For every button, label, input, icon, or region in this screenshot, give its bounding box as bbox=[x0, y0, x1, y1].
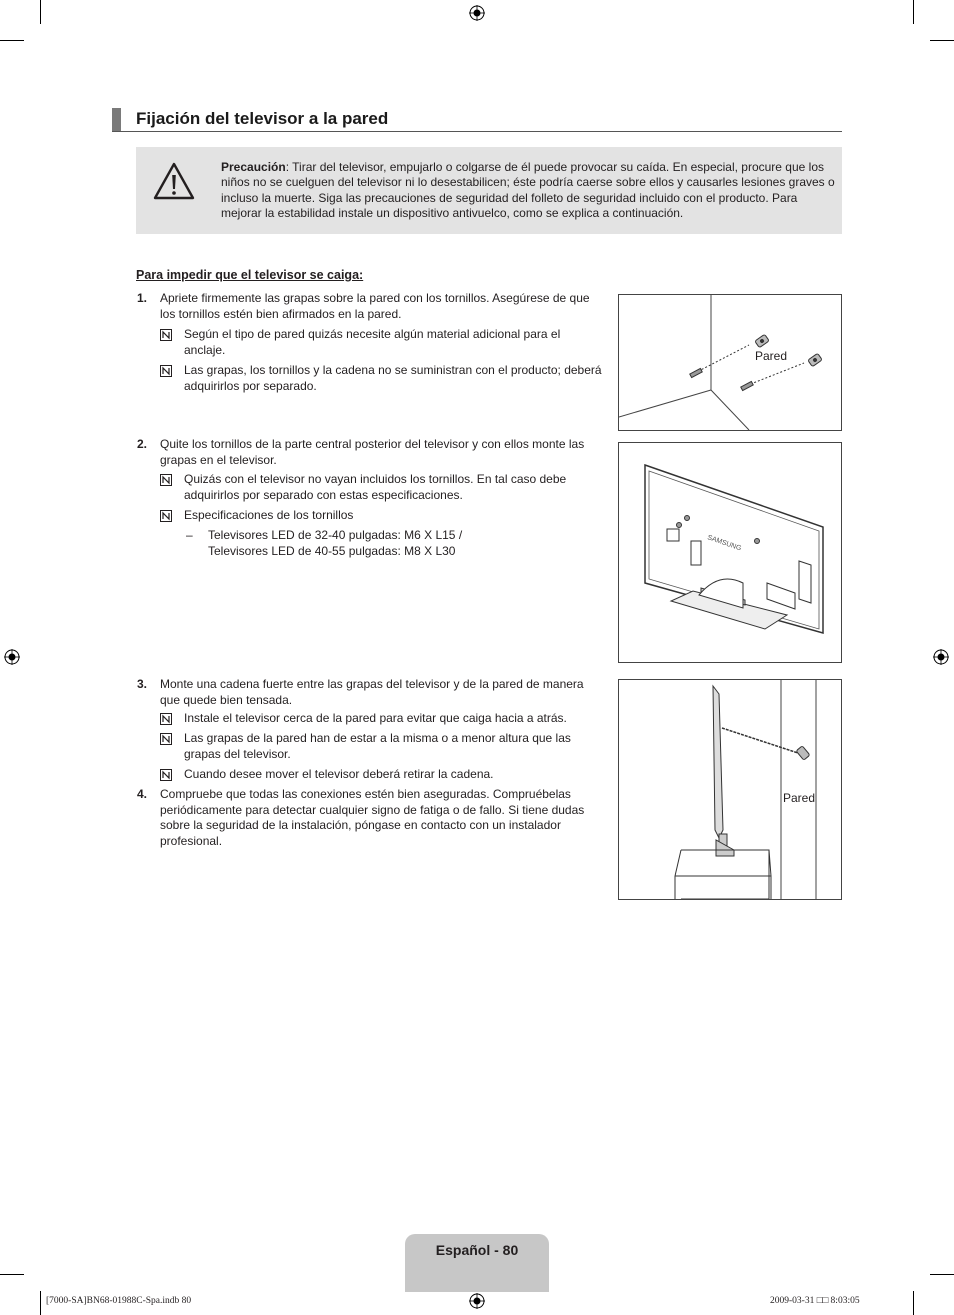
print-slug-right: 2009-03-31 □□ 8:03:05 bbox=[770, 1296, 860, 1306]
note-icon bbox=[160, 365, 172, 377]
step-number: 2. bbox=[137, 437, 148, 451]
section-heading: Para impedir que el televisor se caiga: bbox=[136, 268, 364, 282]
title-accent-bar bbox=[112, 108, 121, 131]
note-text: Instale el televisor cerca de la pared para evitar que caiga hacia a atrás. bbox=[184, 711, 567, 725]
note-icon bbox=[160, 510, 172, 522]
caution-text bbox=[221, 160, 839, 221]
note-icon bbox=[160, 733, 172, 745]
crop-mark bbox=[40, 1291, 41, 1315]
note-text: Las grapas de la pared han de estar a la misma o a menor altura que las grapas del televisor. bbox=[184, 731, 571, 761]
note-icon bbox=[160, 474, 172, 486]
crop-mark bbox=[930, 1274, 954, 1275]
crop-mark bbox=[0, 1274, 24, 1275]
note-icon bbox=[160, 769, 172, 781]
step-text: Quite los tornillos de la parte central posterior del televisor y con ellos monte las grapas en el televisor. bbox=[160, 437, 585, 467]
figure-wall-brackets bbox=[618, 294, 842, 431]
note-text: Cuando desee mover el televisor deberá retirar la cadena. bbox=[184, 767, 494, 781]
crop-mark bbox=[40, 0, 41, 24]
note-text: Según el tipo de pared quizás necesite algún material adicional para el anclaje. bbox=[184, 327, 561, 357]
registration-mark-icon bbox=[933, 649, 949, 665]
step-text: Compruebe que todas las conexiones estén bien aseguradas. Compruébelas periódicamente para detectar cualquier signo de fatiga o de fallo. Si tiene dudas sobre la seguridad de la instalación, póngase en contacto con un instalador profesional. bbox=[160, 787, 585, 848]
svg-text:SAMSUNG: SAMSUNG bbox=[706, 534, 743, 553]
spec-dash: – bbox=[186, 528, 193, 542]
spec-line: Televisores LED de 32-40 pulgadas: M6 X L15 / bbox=[208, 528, 463, 542]
note-icon bbox=[160, 329, 172, 341]
page-number: Español - 80 bbox=[435, 1242, 519, 1258]
caution-label: Precaución bbox=[221, 160, 286, 174]
warning-triangle-icon bbox=[153, 162, 195, 200]
figure-tv-chain bbox=[618, 679, 842, 900]
figure-tv-back bbox=[618, 442, 842, 663]
crop-mark bbox=[0, 40, 24, 41]
registration-mark-icon bbox=[4, 649, 20, 665]
caution-body: : Tirar del televisor, empujarlo o colgarse de él puede provocar su caída. En especial, procure que los niños no se cuelguen del televisor ni lo desestabilicen; éste podría caerse sobre ellos y causarles lesiones graves o incluso la muerte. Siga las precauciones de seguridad del folleto de seguridad incluido con el producto. Para mejorar la estabilidad instale un dispositivo antivuelco, como se explica a continuación. bbox=[221, 160, 835, 220]
note-icon bbox=[160, 713, 172, 725]
crop-mark bbox=[913, 0, 914, 24]
print-slug-left: [7000-SA]BN68-01988C-Spa.indb 80 bbox=[46, 1296, 192, 1306]
note-text: Las grapas, los tornillos y la cadena no se suministran con el producto; deberá adquirirlos por separado. bbox=[184, 363, 602, 393]
wall-label: Pared bbox=[783, 791, 816, 805]
title-divider bbox=[112, 131, 842, 132]
page-title: Fijación del televisor a la pared bbox=[136, 109, 389, 128]
note-text: Quizás con el televisor no vayan incluidos los tornillos. En tal caso debe adquirirlos por separado con estas especificaciones. bbox=[184, 472, 567, 502]
registration-mark-icon bbox=[469, 5, 485, 21]
step-text: Monte una cadena fuerte entre las grapas del televisor y de la pared de manera que quede bien tensada. bbox=[160, 677, 584, 707]
step-number: 1. bbox=[137, 291, 148, 305]
step-text: Apriete firmemente las grapas sobre la pared con los tornillos. Asegúrese de que los tornillos estén bien afirmados en la pared. bbox=[160, 291, 590, 321]
step-number: 3. bbox=[137, 677, 148, 691]
note-text: Especificaciones de los tornillos bbox=[184, 508, 354, 522]
wall-label: Pared bbox=[755, 349, 788, 363]
crop-mark bbox=[913, 1291, 914, 1315]
step-number: 4. bbox=[137, 787, 148, 801]
spec-line: Televisores LED de 40-55 pulgadas: M8 X L30 bbox=[208, 544, 456, 558]
registration-mark-icon bbox=[469, 1293, 485, 1309]
crop-mark bbox=[930, 40, 954, 41]
